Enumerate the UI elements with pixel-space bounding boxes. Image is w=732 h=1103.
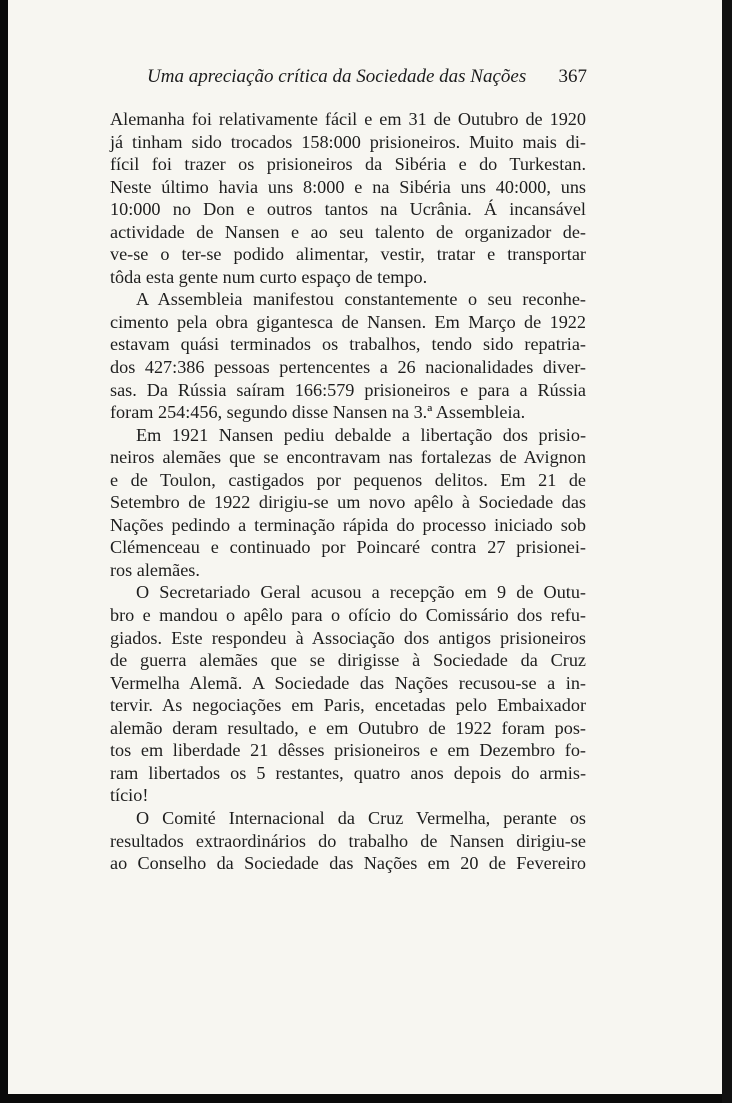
text-line: ros alemães. [110, 559, 200, 580]
text-line: bro e mandou o apêlo para o ofício do Comissário dos refu- [110, 605, 586, 626]
text-line: cimento pela obra gigantesca de Nansen. Em Março de 1922 [110, 311, 586, 332]
text-line: fícil foi trazer os prisioneiros da Sibéria e do Turkestan. [110, 154, 586, 175]
text-line: dos 427:386 pessoas pertencentes a 26 nacionalidades diver- [110, 357, 586, 378]
text-line: tervir. As negociações em Paris, encetadas pelo Embaixador [110, 695, 586, 716]
text-line: tos em liberdade 21 dêsses prisioneiros e em Dezembro fo- [110, 740, 586, 761]
page-number: 367 [558, 66, 587, 87]
text-line: giados. Este respondeu à Associação dos antigos prisioneiros [110, 627, 586, 648]
text-line: Nações pedindo a terminação rápida do processo iniciado sob [110, 514, 586, 535]
text-line: ao Conselho da Sociedade das Nações em 20 de Fevereiro [110, 853, 586, 874]
running-title: Uma apreciação crítica da Sociedade das Nações [147, 66, 527, 87]
scan-border [722, 0, 732, 1103]
text-line: O Secretariado Geral acusou a recepção em 9 de Outu- [136, 582, 586, 603]
text-line: ram libertados os 5 restantes, quatro anos depois do armis- [110, 762, 586, 783]
text-line: resultados extraordinários do trabalho de Nansen dirigiu-se [110, 830, 586, 851]
text-line: Neste último havia uns 8:000 e na Sibéria uns 40:000, uns [110, 176, 586, 197]
text-line: 10:000 no Don e outros tantos na Ucrânia. Á incansável [110, 199, 586, 220]
text-line: de guerra alemães que se dirigisse à Sociedade da Cruz [110, 650, 586, 671]
text-line: Vermelha Alemã. A Sociedade das Nações recusou-se a in- [110, 672, 586, 693]
text-line: alemão deram resultado, e em Outubro de 1922 foram pos- [110, 717, 586, 738]
text-line: foram 254:456, segundo disse Nansen na 3.ª Assembleia. [110, 402, 526, 423]
text-line: A Assembleia manifestou constantemente o seu reconhe- [136, 289, 586, 310]
text-line: e de Toulon, castigados por pequenos delitos. Em 21 de [110, 469, 586, 490]
text-line: sas. Da Rússia saíram 166:579 prisioneiros e para a Rússia [110, 379, 586, 400]
text-line: tício! [110, 785, 149, 806]
text-line: estavam quási terminados os trabalhos, tendo sido repatria- [110, 334, 586, 355]
text-line: Clémenceau e continuado por Poincaré contra 27 prisionei- [110, 537, 586, 558]
text-line: actividade de Nansen e ao seu talento de organizador de- [110, 221, 586, 242]
running-head [147, 66, 587, 92]
text-line: neiros alemães que se encontravam nas fortalezas de Avignon [110, 447, 586, 468]
text-line: O Comité Internacional da Cruz Vermelha, perante os [136, 807, 586, 828]
text-line: Em 1921 Nansen pediu debalde a libertação dos prisio- [136, 424, 586, 445]
text-line: já tinham sido trocados 158:000 prisioneiros. Muito mais di- [110, 131, 586, 152]
body-text [110, 108, 586, 875]
text-line: tôda esta gente num curto espaço de tempo. [110, 266, 428, 287]
text-line: Setembro de 1922 dirigiu-se um novo apêlo à Sociedade das [110, 492, 586, 513]
text-line: Alemanha foi relativamente fácil e em 31 de Outubro de 1920 [110, 109, 586, 129]
text-line: ve-se o ter-se podido alimentar, vestir, tratar e transportar [110, 244, 586, 265]
